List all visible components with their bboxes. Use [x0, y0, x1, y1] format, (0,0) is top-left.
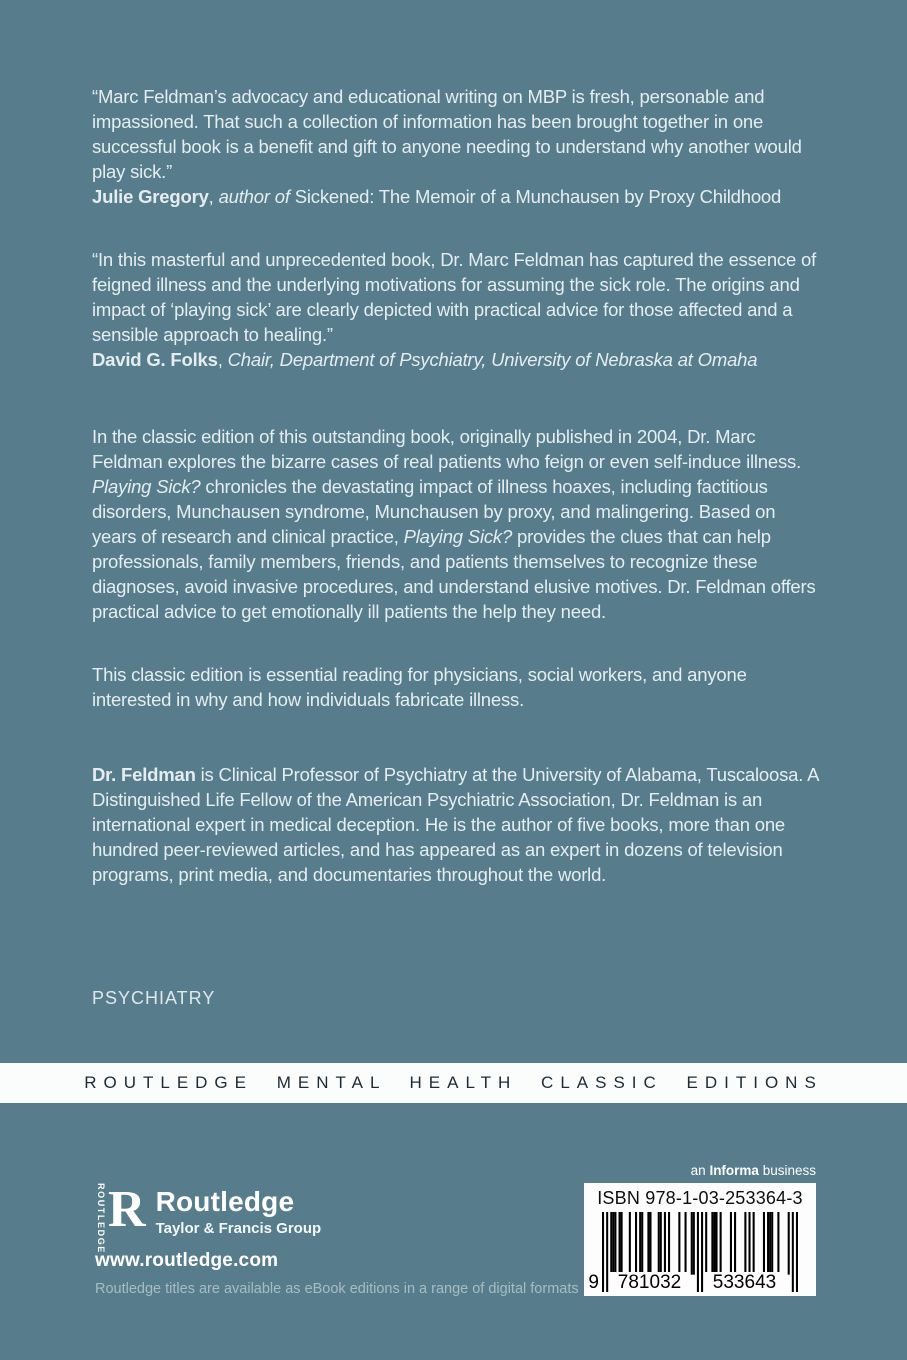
- isbn-number: ISBN 978-1-03-253364-3: [597, 1188, 803, 1208]
- author-bio-text: Dr. Feldman is Clinical Professor of Psychiatry at the University of Alabama, Tuscaloosa. A Distinguished Life Fellow of the American Psychiatric Association, Dr. Feldman is an international expert in medical deception. He is the author of five books, more than one hundred peer-reviewed articles, and has appeared as an expert in dozens of television programs, print media, and documentaries throughout the world.: [92, 764, 819, 885]
- ebook-availability-note: Routledge titles are available as eBook editions in a range of digital formats: [95, 1281, 579, 1297]
- ean13-barcode: [588, 1212, 798, 1293]
- barcode-digit-lead: 9: [585, 1272, 599, 1293]
- routledge-r-icon: R: [108, 1181, 146, 1238]
- book-description-continued: [92, 662, 820, 712]
- barcode-digit-group-1: 781032: [609, 1272, 690, 1293]
- routledge-logo: [95, 1181, 322, 1254]
- series-banner-text: ROUTLEDGE MENTAL HEALTH CLASSIC EDITIONS: [84, 1073, 823, 1092]
- publisher-name: Routledge: [155, 1186, 295, 1217]
- quote-1-text: “Marc Feldman’s advocacy and educational writing on MBP is fresh, personable and impassioned. That such a collection of information has been brought together in one successful book is a benefit and gift to anyone needing to understand why another would play sick.”: [92, 86, 802, 182]
- quote-2-attribution: David G. Folks, Chair, Department of Psychiatry, University of Nebraska at Omaha: [92, 349, 758, 370]
- description-paragraph-1: In the classic edition of this outstanding book, originally published in 2004, Dr. Marc Feldman explores the bizarre cases of real patients who feign or even self-induce illness. Playing Sick? chronicles the devastating impact of illness hoaxes, including factitious disorders, Munchausen syndrome, Munchausen by proxy, and malingering. Based on years of research and clinical practice, Playing Sick? provides the clues that can help professionals, family members, friends, and patients themselves to recognize these diagnoses, avoid invasive procedures, and understand elusive motives. Dr. Feldman offers practical advice to get emotionally ill patients the help they need.: [92, 426, 816, 622]
- quote-2-text: “In this masterful and unprecedented book, Dr. Marc Feldman has captured the essence of feigned illness and the underlying motivations for assuming the sick role. The origins and impact of ‘playing sick’ are clearly depicted with practical advice for those affected and a sensible approach to healing.”: [92, 249, 817, 345]
- publisher-block: [95, 1183, 321, 1272]
- publisher-wordmark: [156, 1183, 322, 1237]
- barcode-digit-group-2: 533643: [704, 1272, 785, 1293]
- endorsement-quote-1: [92, 84, 820, 209]
- publisher-website: www.routledge.com: [95, 1250, 279, 1271]
- routledge-vertical-text: ROUTLEDGE: [96, 1183, 106, 1254]
- endorsement-quote-2: [92, 247, 820, 372]
- informa-business-label: an Informa business: [690, 1163, 816, 1178]
- description-paragraph-2: This classic edition is essential reading for physicians, social workers, and anyone interested in why and how individuals fabricate illness.: [92, 664, 747, 710]
- author-bio: [92, 762, 820, 887]
- category-label: PSYCHIATRY: [92, 988, 216, 1008]
- isbn-barcode-block: [584, 1183, 816, 1296]
- publisher-group: Taylor & Francis Group: [155, 1220, 322, 1237]
- quote-1-attribution: Julie Gregory, author of Sickened: The Memoir of a Munchausen by Proxy Childhood: [92, 186, 782, 207]
- series-banner: [0, 1063, 907, 1103]
- barcode-digits: [588, 1272, 798, 1293]
- book-description: [92, 424, 820, 624]
